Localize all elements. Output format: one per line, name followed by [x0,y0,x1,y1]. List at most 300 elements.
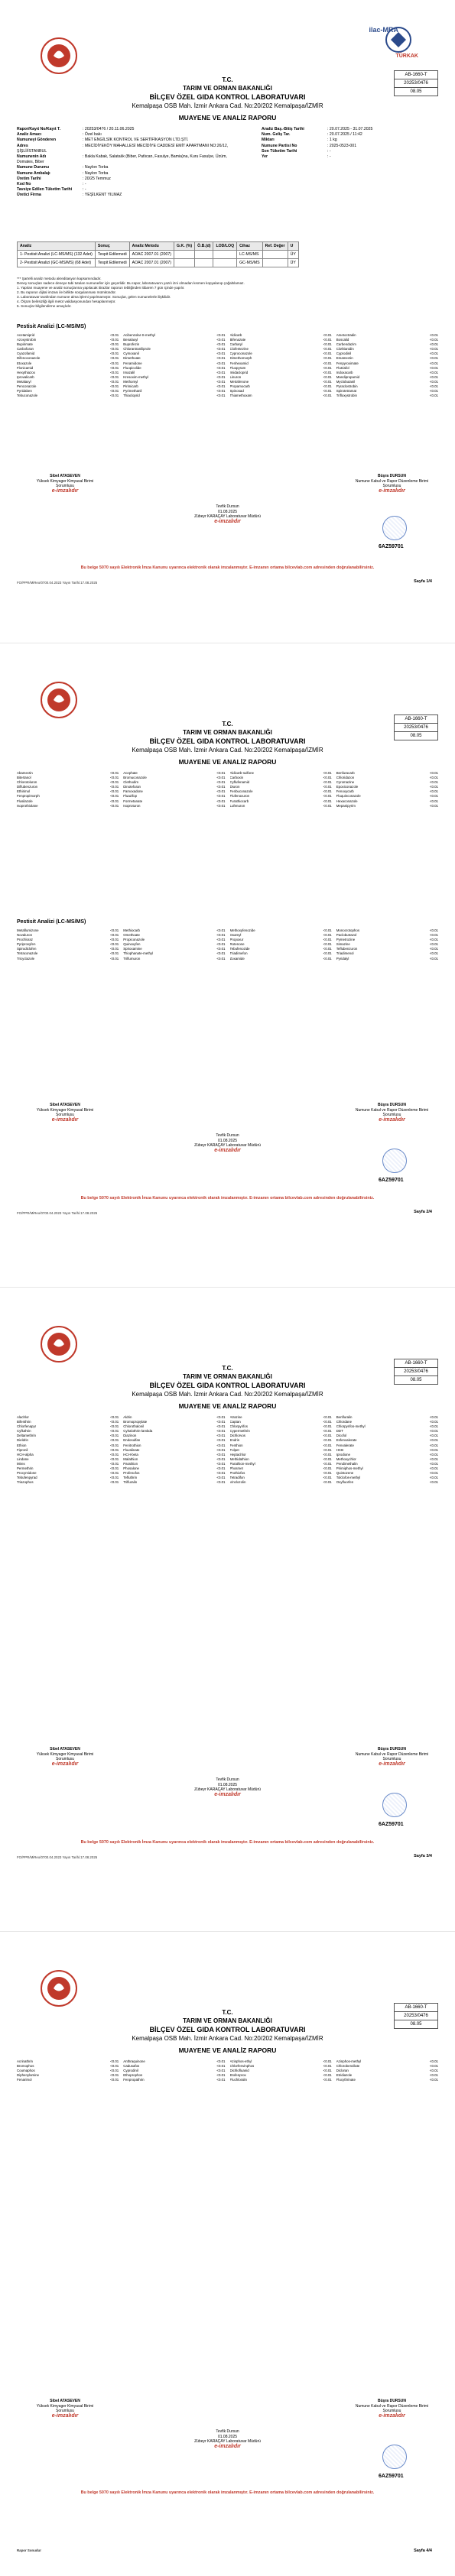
pesticide-name: Cypermethrin [229,1429,250,1434]
pesticide-name: Isoproturon [123,803,141,808]
signer-left-name: Sibel ATASEVEN [50,474,80,478]
signer-right-name: Büşra DURSUN [378,1747,406,1751]
pesticide-name: Linuron [229,374,242,379]
pesticide-name: Profenofos [123,1471,140,1476]
pesticide-value: <0.01 [429,771,438,775]
signature-center [191,1133,264,1153]
pesticide-name: Fenhexamid [229,361,249,365]
report-page-2 [0,644,455,1288]
pesticide-value: <0.01 [216,1452,226,1456]
header-address: Kemalpaşa OSB Mah. İzmir Ankara Cad. No:20/202 Kemalpaşa/İZMİR [132,102,323,109]
pesticide-value: <0.01 [110,951,119,956]
pesticide-value: <0.01 [216,2059,226,2063]
pesticide-name: Folpet [229,1447,239,1452]
pesticide-value: <0.01 [110,384,119,389]
pesticide-name: Furathiocarb [229,799,249,803]
pesticide-value: <0.01 [216,776,226,780]
pesticide-value: <0.01 [110,1420,119,1424]
pesticide-name: Tebuconazole [17,394,38,398]
pesticide-value: <0.01 [429,342,438,347]
info-value: : - [327,148,331,154]
pesticide-name: Acibenzolar-S-methyl [123,333,155,337]
pesticide-name: Tetraconazole [17,951,38,956]
pesticide-name: Chlorfenapyr [17,1424,37,1429]
pesticide-value: <0.01 [429,1466,438,1471]
pesticide-value: <0.01 [323,1443,332,1447]
pesticide-item [123,957,225,961]
pesticide-name: Cyfluthrin [17,1429,31,1434]
info-label: Üretim Tarihi [17,176,41,181]
pesticide-name: Chlorothalonil [123,1424,145,1429]
pesticide-name: Clothianidin [336,347,354,352]
pesticide-name: Aldicarb [229,333,242,337]
pesticide-value: <0.01 [110,2073,119,2078]
stamp-icon [382,1793,407,1817]
pesticide-name: Kresoxim-methyl [123,374,148,379]
ministry-emblem-icon [40,37,78,75]
pesticide-name: Iprodione [336,1452,351,1456]
e-signature-label: e-imzalıdır [51,1116,79,1123]
stamp-icon [382,1149,407,1173]
pesticide-name: Oxyfluorfen [336,1480,354,1485]
pesticide-value: <0.01 [429,338,438,342]
pesticide-name: Cyprodinil [336,352,352,356]
pesticide-name: Bromophos [17,2064,34,2069]
signature-left [31,474,99,494]
pesticide-value: <0.01 [323,1429,332,1434]
pesticide-name: Bifenthrin [17,1420,31,1424]
pesticide-name: Buprofezin [123,342,140,347]
pesticide-value: <0.01 [216,771,226,775]
pesticide-name: Paclobutrazol [336,933,357,938]
e-signature-label: e-imzalıdır [214,1147,241,1153]
report-header [0,721,455,766]
pesticide-value: <0.01 [216,2064,226,2069]
pesticide-name: Fluopicolide [123,365,141,370]
table-cell: 1- Pestisit Analizi (LC-MS/MS) (132 Adet) [18,251,96,259]
pesticide-value: <0.01 [323,379,332,384]
pesticide-name: Tricyclazole [17,956,35,961]
pesticide-name: Dimethomorph [229,356,252,361]
pesticide-value: <0.01 [323,803,332,808]
pesticide-value: <0.01 [429,803,438,808]
pesticide-name: Cymoxanil [123,352,139,356]
info-label: Numune Ambalajı [17,170,50,176]
pesticide-name: Clethodim [123,780,139,785]
pesticide-value: <0.01 [323,384,332,389]
pesticide-name: Propamocarb [229,384,250,389]
pesticide-value: <0.01 [323,785,332,789]
signer-center-title: Zübeyr KARAÇAY Laboratuvar Müdürü [194,2439,261,2444]
pesticide-name: Dicloran [336,2069,349,2073]
pesticide-value: <0.01 [110,1447,119,1452]
pesticide-name: Abamectin [17,771,33,775]
results-table-header [18,242,299,251]
info-value: : Naylon Torba [83,170,109,176]
pesticide-value: <0.01 [110,1438,119,1443]
pesticide-value: <0.01 [429,938,438,942]
pesticide-value: <0.01 [110,803,119,808]
pesticide-grid [17,771,438,808]
pesticide-name: Fenoxycarb [336,789,354,794]
pesticide-name: Chlorantraniliprole [123,347,151,352]
pesticide-value: <0.01 [323,956,332,961]
table-cell: AOAC 2007.01 (2007) [129,259,174,267]
pesticide-name: Tetradifon [229,1476,245,1480]
info-label: Numune Partisi No [262,143,297,148]
pesticide-value: <0.01 [216,1466,226,1471]
report-title: MUAYENE VE ANALİZ RAPORU [178,1402,277,1410]
signature-left [31,1747,99,1767]
table-row [18,259,299,267]
pesticide-name: Tebufenozide [229,947,250,951]
table-cell [262,251,288,259]
pesticide-name: Esfenvalerate [336,1438,357,1443]
pesticide-value: <0.01 [429,2064,438,2069]
pesticide-value: <0.01 [216,942,226,947]
pesticide-name: Fenpropimorph [17,794,40,799]
pesticide-value: <0.01 [216,370,226,374]
doc-code: AB-1660-T [395,71,437,79]
pesticide-value: <0.01 [110,356,119,361]
e-signature-label: e-imzalıdır [379,1116,405,1123]
pesticide-value: <0.01 [110,2069,119,2073]
pesticide-value: <0.01 [110,956,119,961]
pesticide-value: <0.01 [323,374,332,379]
pesticide-value: <0.01 [216,803,226,808]
pesticide-item [336,957,438,961]
pesticide-item [123,2078,225,2082]
header-ministry: TARIM VE ORMAN BAKANLIĞI [183,2017,272,2024]
pesticide-name: Methoxyfenozide [229,928,255,932]
pesticide-value: <0.01 [429,1420,438,1424]
pesticide-value: <0.01 [216,794,226,799]
pesticide-name: Ethoprophos [123,2073,143,2078]
info-value: : Bakla Kabak, Salatalık (Biber, Patlıcan, Fasulye, Bamia)na, Kuru Fasulye, Üzüm, Domates, Biber [17,154,227,165]
header-address: Kemalpaşa OSB Mah. İzmir Ankara Cad. No:20/202 Kemalpaşa/İZMİR [132,2035,323,2042]
pesticide-value: <0.01 [429,947,438,951]
pesticide-value: <0.01 [429,356,438,361]
pesticide-name: Endrin [229,1438,240,1443]
pesticide-value: <0.01 [216,361,226,365]
pesticide-name: Cadusafos [123,2064,140,2069]
pesticide-item [230,957,332,961]
pesticide-name: Bifenazate [229,338,246,342]
pesticide-value: <0.01 [429,394,438,398]
column-header: Cihaz [237,242,263,251]
pesticide-value: <0.01 [429,1443,438,1447]
pesticide-value: <0.01 [429,780,438,785]
doc-version: 08.05 [410,734,422,738]
pesticide-value: <0.01 [216,379,226,384]
doc-number: 20253/0476 [395,79,437,88]
pesticide-value: <0.01 [323,1438,332,1443]
pesticide-value: <0.01 [110,342,119,347]
signer-center-date: 01.08.2025 [217,1138,238,1143]
signer-center-name: Tevfik Dursun [216,2429,239,2434]
pesticide-value: <0.01 [429,361,438,365]
pesticide-value: <0.01 [110,1434,119,1438]
info-label: Numunenin Adı [17,154,47,160]
column-header: LOD/LOQ [213,242,237,251]
pesticide-name: Alachlor [17,1415,29,1419]
table-cell: Tespit Edilemedi [95,251,129,259]
e-signature-label: e-imzalıdır [51,2412,79,2419]
pesticide-name: Hexaconazole [336,799,358,803]
pesticide-item [230,394,332,398]
pesticide-grid [17,333,438,398]
pesticide-value: <0.01 [110,2059,119,2063]
pesticide-name: Thiacloprid [123,394,140,398]
pesticide-name: Bitertanol [17,776,31,780]
report-header [0,76,455,122]
info-row [17,187,239,193]
pesticide-value: <0.01 [429,384,438,389]
pesticide-name: Fenitrothion [123,1443,141,1447]
pesticide-value: <0.01 [110,1424,119,1429]
pesticide-name: Thiophanate-methyl [123,951,154,956]
signer-center-name: Tevfik Dursun [216,504,239,509]
signer-center-title: Zübeyr KARAÇAY Laboratuvar Müdürü [194,1143,261,1148]
pesticide-name: Azoxystrobin [17,338,37,342]
report-title: MUAYENE VE ANALİZ RAPORU [178,758,277,766]
pesticide-item [336,1480,438,1485]
pesticide-name: Fluchloralin [229,2078,247,2082]
pesticide-name: Emamectin [336,356,353,361]
pesticide-value: <0.01 [110,1480,119,1485]
doc-code: AB-1660-T [395,715,437,724]
pesticide-value: <0.01 [110,374,119,379]
report-title: MUAYENE VE ANALİZ RAPORU [178,114,277,122]
pesticide-name: Dichlorvos [229,1434,245,1438]
info-value: : - [327,154,331,160]
signer-left-role: Yüksek Kimyager Kimyasal Birimi Sorumlusu [36,478,94,488]
pesticide-value: <0.01 [110,2078,119,2082]
column-header: Analiz Metodu [129,242,174,251]
note-line: 4. Ölçüm belirsizliği ilgili metot validasyonundan hesaplanmıştır. [17,300,116,303]
pesticide-name: Chloridazon [336,776,355,780]
header-address: Kemalpaşa OSB Mah. İzmir Ankara Cad. No:20/202 Kemalpaşa/İZMİR [132,747,323,753]
pesticide-value: <0.01 [323,938,332,942]
pesticide-name: Permethrin [17,1466,34,1471]
e-signature-note: Bu belge 5070 sayılı Elektronik İmza Kanunu uyarınca elektronik olarak imzalanmıştır. E-imzanın ortama bilcevlab.com adresinden doğrulanabilirsiniz. [80,1196,375,1201]
pesticide-name: HCB [336,1447,344,1452]
pesticide-name: Cyromazine [336,780,355,785]
pesticide-value: <0.01 [110,928,119,932]
info-row [262,144,437,149]
pesticide-value: <0.01 [323,333,332,337]
pesticide-name: Propiconazole [123,938,145,942]
pesticide-name: Cyproconazole [229,352,252,356]
e-signature-label: e-imzalıdır [51,488,79,494]
pesticide-value: <0.01 [323,2059,332,2063]
pesticide-name: Spirodiclofen [17,947,37,951]
pesticide-value: <0.01 [110,1456,119,1461]
pesticide-value: <0.01 [110,1443,119,1447]
info-label: Üretici Firma [17,193,41,198]
pesticide-name: Diazinon [123,1434,137,1438]
header-ministry: TARIM VE ORMAN BAKANLIĞI [183,1373,272,1380]
info-row [17,182,239,187]
pesticide-name: Prothiofos [229,1471,245,1476]
pesticide-grid [17,2059,438,2082]
pesticide-name: Pyriproxyfen [17,942,36,947]
pesticide-name: Triazophos [17,1480,34,1485]
pesticide-name: Tolclofos-methyl [336,1476,361,1480]
report-title: MUAYENE VE ANALİZ RAPORU [178,2046,277,2054]
pesticide-value: <0.01 [216,1447,226,1452]
pesticide-name: Formetanate [123,799,143,803]
pesticide-name: Diuron [229,785,240,789]
report-header [0,1365,455,1410]
signer-center-date: 01.08.2025 [217,509,238,514]
info-label: Rapor/Kayıt No/Kayıt T. [17,127,61,131]
pesticide-value: <0.01 [216,785,226,789]
signer-right-name: Büşra DURSUN [378,1103,406,1107]
info-row [262,154,437,160]
pesticide-value: <0.01 [110,365,119,370]
pesticide-value: <0.01 [110,1452,119,1456]
pesticide-name: Fluazifop [123,794,138,799]
pesticide-name: Pyraclostrobin [336,384,358,389]
signature-right [352,1103,432,1123]
pesticide-value: <0.01 [323,356,332,361]
table-cell: LC-MS/MS [237,251,263,259]
pesticide-value: <0.01 [323,942,332,947]
pesticide-value: <0.01 [216,374,226,379]
page-number: Sayfa 3/4 [414,1854,432,1858]
info-value: : 20.07.2025 / 11:42 [327,132,362,138]
pesticide-name: Diflubenzuron [17,785,38,789]
pesticide-value: <0.01 [110,352,119,356]
pesticide-value: <0.01 [216,1471,226,1476]
pesticide-name: Atrazine [229,1415,242,1419]
pesticide-value: <0.01 [110,379,119,384]
pesticide-value: <0.01 [323,771,332,775]
pesticide-name: DDT [336,1429,343,1434]
signature-left [31,1103,99,1123]
pesticide-name: Dinotefuran [123,785,141,789]
pesticide-value: <0.01 [323,799,332,803]
pesticide-value: <0.01 [429,1456,438,1461]
table-cell [262,259,288,267]
doc-number: 20253/0476 [395,724,437,732]
pesticide-name: Dieldrin [17,1438,28,1443]
report-header [0,2009,455,2054]
table-cell: AOAC 2007.01 (2007) [129,251,174,259]
e-signature-label: e-imzalıdır [379,488,405,494]
pesticide-item [230,804,332,808]
pesticide-value: <0.01 [110,947,119,951]
pesticide-name: Carbofuran [17,347,34,352]
section-title: Pestisit Analizi (LC-MS/MS) [17,919,86,925]
pesticide-value: <0.01 [216,338,226,342]
pesticide-value: <0.01 [110,2064,119,2069]
pesticide-value: <0.01 [429,1429,438,1434]
header-lab: BİLÇEV ÖZEL GIDA KONTROL LABORATUVARI [149,93,306,101]
pesticide-value: <0.01 [110,942,119,947]
pesticide-value: <0.01 [323,1461,332,1466]
pesticide-name: Prochloraz [17,938,33,942]
pesticide-item [230,2078,332,2082]
pesticide-value: <0.01 [429,1415,438,1419]
pesticide-name: Benalaxyl [123,338,138,342]
pesticide-name: Fenamidone [123,361,142,365]
pesticide-value: <0.01 [110,370,119,374]
info-value: : 1 kg [327,138,337,143]
pesticide-name: Myclobutanil [336,379,356,384]
pesticide-name: Methomyl [123,379,138,384]
pesticide-value: <0.01 [216,333,226,337]
header-tc: T.C. [222,1365,233,1372]
pesticide-value: <0.01 [216,789,226,794]
info-value: : 20.07.2025 - 31.07.2025 [327,127,373,131]
pesticide-value: <0.01 [323,2069,332,2073]
pesticide-name: Carbaryl [229,342,243,347]
pesticide-name: Dichlofluanid [229,2069,249,2073]
doc-version: 08.05 [410,1378,422,1382]
pesticide-value: <0.01 [216,347,226,352]
signer-right-role: Numune Kabul ve Rapor Düzenleme Birimi Sorumlusu [355,2403,429,2413]
info-value: : 2025-0523-001 [327,143,357,148]
pesticide-name: Triadimefon [229,951,248,956]
pesticide-value: <0.01 [323,347,332,352]
header-ministry: TARIM VE ORMAN BAKANLIĞI [183,85,272,92]
report-page-3 [0,1288,455,1932]
doc-code: AB-1660-T [395,1359,437,1368]
pesticide-grid [17,1415,438,1485]
pesticide-name: Chlorpyrifos-methyl [336,1424,366,1429]
pesticide-value: <0.01 [110,1461,119,1466]
pesticide-value: <0.01 [216,394,226,398]
column-header: U [288,242,298,251]
pesticide-name: Pirimiphos-methyl [336,1466,363,1471]
pesticide-value: <0.01 [216,1476,226,1480]
pesticide-value: <0.01 [429,799,438,803]
pesticide-name: Phosalone [123,1466,140,1471]
pesticide-value: <0.01 [429,933,438,938]
stamp-icon [382,2445,407,2469]
pesticide-name: Endosulfan [123,1438,141,1443]
report-page-4 [0,1933,455,2576]
verification-code: 6AZ59701 [379,544,404,549]
pesticide-value: <0.01 [110,1476,119,1480]
info-label: Analiz Baş.-Bitiş Tarihi [262,127,304,131]
pesticide-name: Fipronil [17,1447,28,1452]
pesticide-value: <0.01 [110,780,119,785]
results-table-body [18,251,299,267]
info-row [17,171,239,177]
pesticide-name: HCH-alpha [17,1452,34,1456]
e-signature-note: Bu belge 5070 sayılı Elektronik İmza Kanunu uyarınca elektronik olarak imzalanmıştır. E-imzanın ortama bilcevlab.com adresinden doğrulanabilirsiniz. [80,2490,375,2495]
pesticide-value: <0.01 [429,956,438,961]
pesticide-name: Zoxamide [229,956,245,961]
pesticide-value: <0.01 [429,1452,438,1456]
info-value: : MET ENGİLSİK KONTROL VE SERTİFİKASYON LTD.ŞTİ. [83,138,189,143]
signer-right-role: Numune Kabul ve Rapor Düzenleme Birimi Sorumlusu [355,1751,429,1761]
header-tc: T.C. [222,2009,233,2016]
pesticide-value: <0.01 [216,365,226,370]
pesticide-name: Mepanipyrim [336,803,356,808]
pesticide-value: <0.01 [110,338,119,342]
pesticide-name: Mirex [17,1461,25,1466]
info-value: : Naylon Torba [83,165,109,170]
pesticide-name: Pendimethalin [336,1461,358,1466]
table-cell: ÜY [288,259,298,267]
pesticide-value: <0.01 [110,361,119,365]
stamp-icon [382,516,407,540]
pesticide-name: Imidacloprid [229,370,249,374]
